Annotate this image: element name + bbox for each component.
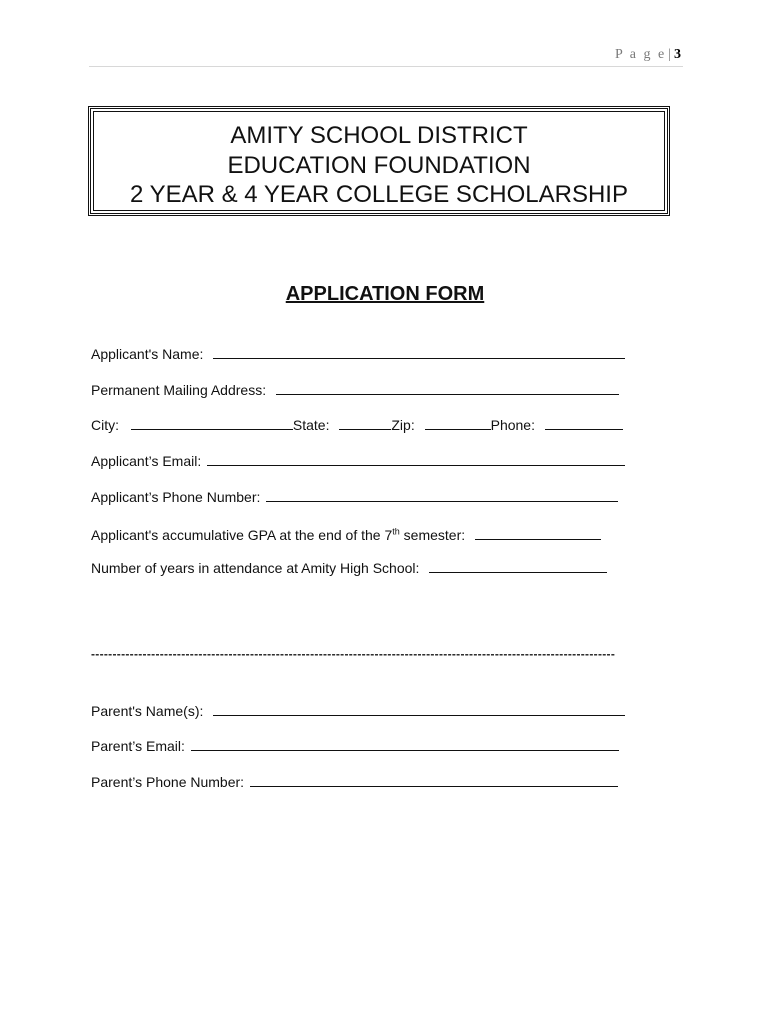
title-line-3: 2 YEAR & 4 YEAR COLLEGE SCHOLARSHIP xyxy=(130,181,628,208)
parent-email-field[interactable] xyxy=(191,736,619,751)
parent-phone-field[interactable] xyxy=(250,772,618,787)
city-row xyxy=(91,415,623,434)
page-number-value: 3 xyxy=(674,47,681,62)
header-rule xyxy=(89,66,683,67)
page-number xyxy=(615,47,681,63)
parent-phone-row xyxy=(91,772,618,791)
city-label: City: xyxy=(91,417,119,433)
years-label: Number of years in attendance at Amity High School: xyxy=(91,560,420,576)
section-separator: -------------------------------------------------------------------------------------------------------------------------- xyxy=(91,647,616,661)
title-line-2: EDUCATION FOUNDATION xyxy=(227,151,531,179)
parent-phone-label: Parent’s Phone Number: xyxy=(91,774,245,790)
title-box xyxy=(88,106,670,216)
applicant-name-row xyxy=(91,344,625,363)
applicant-name-label: Applicant's Name: xyxy=(91,346,204,362)
applicant-email-field[interactable] xyxy=(207,451,625,466)
title-line-1: AMITY SCHOOL DISTRICT xyxy=(230,122,528,149)
gpa-field[interactable] xyxy=(475,525,601,540)
parent-name-field[interactable] xyxy=(213,701,625,716)
parent-name-label: Parent's Name(s): xyxy=(91,703,204,719)
parent-name-row xyxy=(91,701,625,720)
state-field[interactable] xyxy=(339,415,391,430)
city-field[interactable] xyxy=(131,415,293,430)
applicant-phone-field[interactable] xyxy=(266,487,618,502)
parent-email-row xyxy=(91,736,619,755)
address-row xyxy=(91,380,619,399)
applicant-phone-label: Applicant’s Phone Number: xyxy=(91,489,261,505)
gpa-label-sup: th xyxy=(392,526,400,536)
applicant-email-row xyxy=(91,451,625,470)
zip-label: Zip: xyxy=(391,417,415,433)
form-heading: APPLICATION FORM xyxy=(285,283,485,305)
applicant-name-field[interactable] xyxy=(213,344,625,359)
years-row xyxy=(91,558,607,577)
phone-field[interactable] xyxy=(545,415,623,430)
address-field[interactable] xyxy=(276,380,619,395)
parent-email-label: Parent’s Email: xyxy=(91,738,185,754)
address-label: Permanent Mailing Address: xyxy=(91,382,267,398)
state-label: State: xyxy=(292,417,330,433)
applicant-phone-row xyxy=(91,487,618,506)
page-separator: | xyxy=(668,47,671,62)
zip-field[interactable] xyxy=(425,415,491,430)
gpa-row xyxy=(91,522,601,544)
applicant-email-label: Applicant’s Email: xyxy=(91,453,202,469)
page-label: P a g e xyxy=(614,47,667,62)
gpa-label: Applicant's accumulative GPA at the end of the 7th semester: xyxy=(91,526,466,543)
years-field[interactable] xyxy=(429,558,607,573)
phone-label: Phone: xyxy=(490,417,535,433)
